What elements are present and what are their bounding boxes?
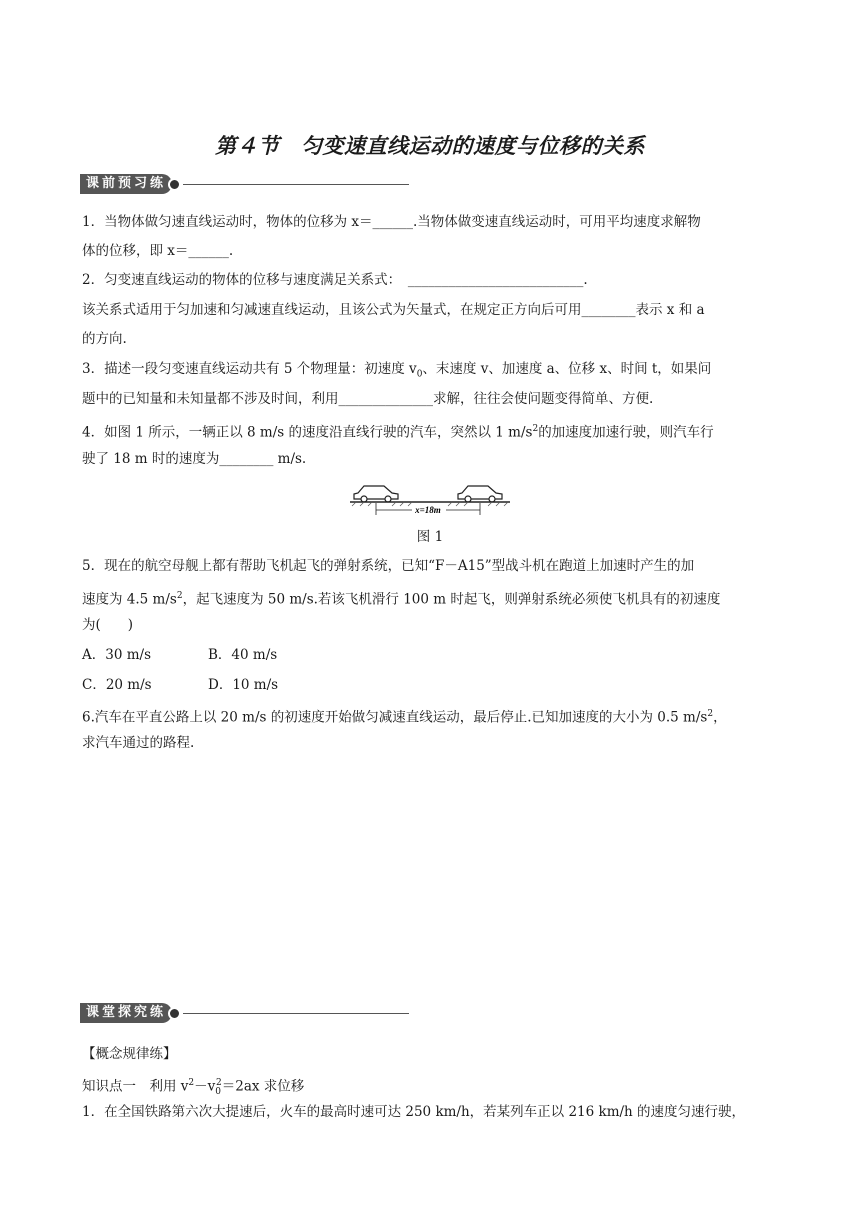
section-label: 课堂探究练 xyxy=(80,1003,172,1023)
question-4-line-1 xyxy=(82,419,782,443)
text: 的加速度加速行驶，则汽车行 xyxy=(538,424,714,441)
question-2-line-3: 的方向. xyxy=(82,331,127,347)
options-row-1 xyxy=(82,645,782,665)
options-row-2 xyxy=(82,675,782,695)
question-5-line-2 xyxy=(82,586,782,610)
option-b: B．40 m/s xyxy=(208,647,278,663)
divider xyxy=(183,1013,409,1014)
question-5-line-3: 为( ) xyxy=(82,617,134,633)
question-1-line-1: 1．当物体做匀速直线运动时，物体的位移为 x＝______.当物体做变速直线运动时，可用平均速度求解物 xyxy=(82,214,701,230)
bullet-dot-icon xyxy=(168,178,181,191)
text: ，起飞速度为 50 m/s.若该飞机滑行 100 m 时起飞，则弹射系统必须使飞机具有的初速度 xyxy=(182,591,721,608)
superscript: 2 xyxy=(216,1078,222,1088)
figure-cars-diagram xyxy=(350,477,510,517)
section-banner-preview xyxy=(80,173,409,195)
superscript: 2 xyxy=(532,424,539,434)
text: 、末速度 v、加速度 a、位移 x、时间 t，如果问 xyxy=(422,361,712,377)
text: 4．如图 1 所示，一辆正以 8 m/s 的速度沿直线行驶的汽车，突然以 1 m/s xyxy=(82,424,533,441)
option-c: C．20 m/s xyxy=(82,677,152,693)
superscript: 2 xyxy=(176,591,183,601)
question-3-line-1 xyxy=(82,359,782,385)
text: －v xyxy=(194,1078,216,1095)
section-banner-classroom xyxy=(80,1002,409,1024)
car-icon xyxy=(354,486,398,502)
question-4-line-2: 驶了 18 m 时的速度为________ m/s. xyxy=(82,451,307,467)
dimension-label: x=18m xyxy=(415,505,441,515)
car-icon xyxy=(458,486,502,502)
question-6-line-1 xyxy=(82,704,782,728)
figure-caption: 图 1 xyxy=(416,529,444,545)
text: 3．描述一段匀变速直线运动共有 5 个物理量：初速度 v xyxy=(82,361,417,377)
text: 速度为 4.5 m/s xyxy=(82,591,177,608)
text: 知识点一 利用 v xyxy=(82,1078,189,1095)
question-2-line-1: 2．匀变速直线运动的物体的位移与速度满足关系式： __________________________. xyxy=(82,272,588,288)
superscript: 2 xyxy=(188,1078,195,1088)
subscript: 0 xyxy=(215,1087,222,1098)
bullet-dot-icon xyxy=(168,1007,181,1020)
option-a: A．30 m/s xyxy=(82,647,151,663)
superscript: 2 xyxy=(707,709,714,719)
subscript: 0 xyxy=(416,369,423,380)
page-title: 第４节 匀变速直线运动的速度与位移的关系 xyxy=(215,134,645,158)
option-d: D．10 m/s xyxy=(208,677,279,693)
text: 6.汽车在平直公路上以 20 m/s 的初速度开始做匀减速直线运动，最后停止.已知加速度的大小为 0.5 m/s xyxy=(82,709,708,726)
question-1-line-2: 体的位移，即 x＝______. xyxy=(82,243,234,259)
text: ， xyxy=(713,709,727,726)
question-2-line-2: 该关系式适用于匀加速和匀减速直线运动，且该公式为矢量式，在规定正方向后可用________表示 x 和 a xyxy=(82,302,705,318)
question-5-line-1: 5．现在的航空母舰上都有帮助飞机起飞的弹射系统，已知“F－A15”型战斗机在跑道上加速时产生的加 xyxy=(82,558,695,574)
question-3-line-2: 题中的已知量和未知量都不涉及时间，利用______________求解，往往会使问题变得简单、方便. xyxy=(82,391,654,407)
practice-question-1-line-1: 1．在全国铁路第六次大提速后，火车的最高时速可达 250 km/h，若某列车正以 216 km/h 的速度匀速行驶， xyxy=(82,1104,746,1120)
divider xyxy=(183,184,409,185)
practice-header: 【概念规律练】 xyxy=(82,1046,177,1062)
question-6-line-2: 求汽车通过的路程. xyxy=(82,735,195,751)
knowledge-point-1 xyxy=(82,1073,782,1102)
text: ＝2ax 求位移 xyxy=(221,1078,305,1095)
section-label: 课前预习练 xyxy=(80,174,172,194)
